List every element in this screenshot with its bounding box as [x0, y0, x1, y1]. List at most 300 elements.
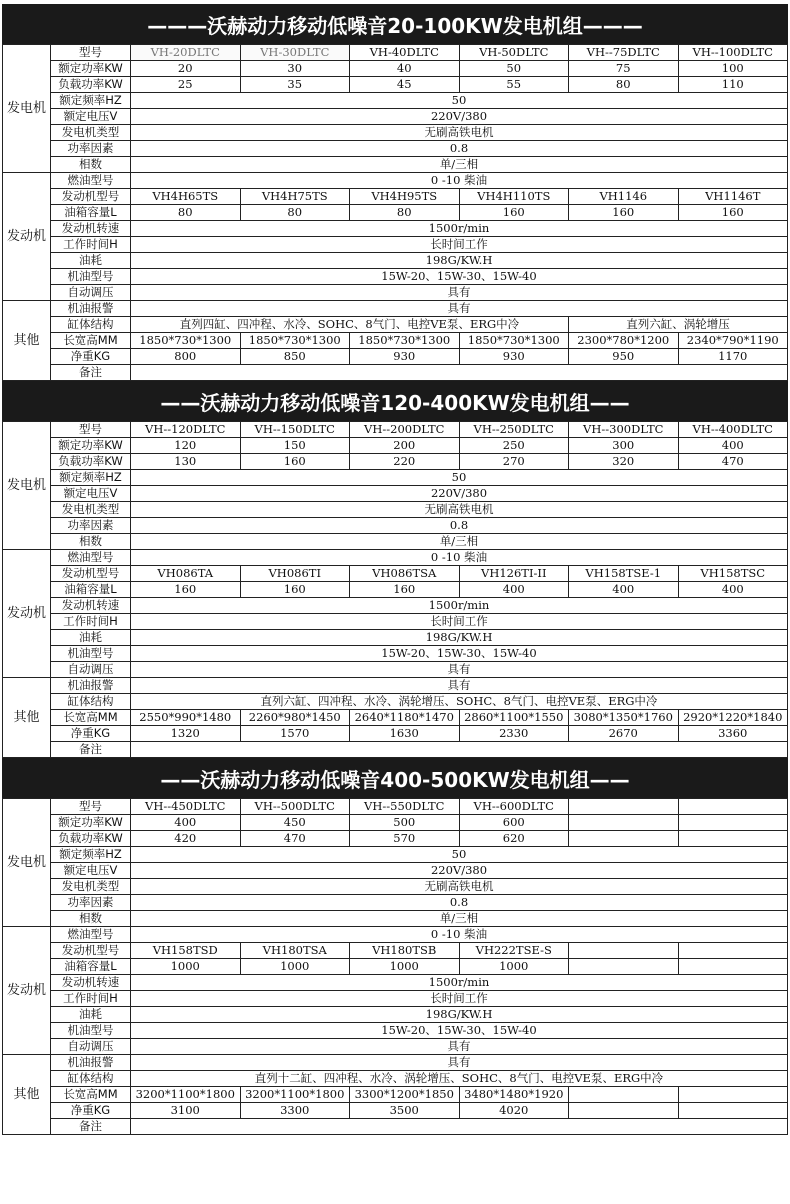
- value-cell: 600: [459, 815, 569, 831]
- value-cell: VH086TA: [131, 566, 241, 582]
- table-row: [3, 141, 788, 157]
- value-cell: 3100: [131, 1103, 241, 1119]
- table-row: [3, 285, 788, 301]
- table-row: [3, 726, 788, 742]
- value-cell: 250: [459, 438, 569, 454]
- row-label-tank: 油箱容量L: [51, 582, 131, 598]
- spec-sheet: [2, 0, 788, 1135]
- value-cell: 850: [240, 349, 350, 365]
- table-row: [3, 991, 788, 1007]
- row-label-oil: 机油型号: [51, 269, 131, 285]
- table-row: [3, 550, 788, 566]
- row-label-model: 型号: [51, 799, 131, 815]
- value-cell: [569, 959, 679, 975]
- table-row: [3, 349, 788, 365]
- value-cell: [569, 1087, 679, 1103]
- value-cell: 1500r/min: [131, 598, 788, 614]
- table-row: [3, 815, 788, 831]
- value-cell: 160: [240, 454, 350, 470]
- value-cell: 400: [131, 815, 241, 831]
- value-cell: VH086TI: [240, 566, 350, 582]
- row-label-power-factor: 功率因素: [51, 141, 131, 157]
- value-cell: 15W-20、15W-30、15W-40: [131, 646, 788, 662]
- value-cell: 130: [131, 454, 241, 470]
- table-row: [3, 598, 788, 614]
- value-cell: 75: [569, 61, 679, 77]
- value-cell: 0.8: [131, 895, 788, 911]
- table-row: [3, 253, 788, 269]
- table-row: [3, 943, 788, 959]
- model-cell: VH-40DLTC: [350, 45, 460, 61]
- table-row: [3, 205, 788, 221]
- value-cell: VH086TSA: [350, 566, 460, 582]
- value-cell: VH1146: [569, 189, 679, 205]
- value-cell: 500: [350, 815, 460, 831]
- table-row: [3, 438, 788, 454]
- model-cell: VH-30DLTC: [240, 45, 350, 61]
- model-cell: VH--300DLTC: [569, 422, 679, 438]
- table-row: [3, 1055, 788, 1071]
- row-label-weight: 净重KG: [51, 1103, 131, 1119]
- row-label-rated-power: 额定功率KW: [51, 438, 131, 454]
- table-row: [3, 566, 788, 582]
- table-row: [3, 221, 788, 237]
- group-label-generator: 发电机: [3, 799, 51, 927]
- value-cell: 80: [350, 205, 460, 221]
- value-cell: 150: [240, 438, 350, 454]
- row-label-tank: 油箱容量L: [51, 959, 131, 975]
- value-cell: 无刷高铁电机: [131, 502, 788, 518]
- row-label-note: 备注: [51, 742, 131, 758]
- value-cell: 950: [569, 349, 679, 365]
- table-row: [3, 1087, 788, 1103]
- row-label-engine-model: 发动机型号: [51, 566, 131, 582]
- value-cell: 160: [678, 205, 788, 221]
- value-cell: VH222TSE-S: [459, 943, 569, 959]
- row-label-work-time: 工作时间H: [51, 614, 131, 630]
- value-cell: 2550*990*1480: [131, 710, 241, 726]
- row-label-frequency: 额定频率HZ: [51, 847, 131, 863]
- table-row: [3, 646, 788, 662]
- value-cell: 3360: [678, 726, 788, 742]
- table-row: [3, 534, 788, 550]
- table-row: [3, 502, 788, 518]
- row-label-alarm: 机油报警: [51, 678, 131, 694]
- value-cell: 直列四缸、四冲程、水冷、SOHC、8气门、电控VE泵、ERG中冷: [131, 317, 569, 333]
- value-cell: 35: [240, 77, 350, 93]
- value-cell: 220: [350, 454, 460, 470]
- value-cell: 具有: [131, 301, 788, 317]
- value-cell: 80: [131, 205, 241, 221]
- table-row: [3, 45, 788, 61]
- value-cell: 长时间工作: [131, 614, 788, 630]
- value-cell: 3500: [350, 1103, 460, 1119]
- value-cell: 800: [131, 349, 241, 365]
- value-cell: 270: [459, 454, 569, 470]
- value-cell: 直列六缸、四冲程、水冷、涡轮增压、SOHC、8气门、电控VE泵、ERG中冷: [131, 694, 788, 710]
- group-label-generator: 发电机: [3, 45, 51, 173]
- row-label-engine-model: 发动机型号: [51, 943, 131, 959]
- value-cell: 198G/KW.H: [131, 630, 788, 646]
- value-cell: VH4H95TS: [350, 189, 460, 205]
- value-cell: 420: [131, 831, 241, 847]
- value-cell: 0.8: [131, 518, 788, 534]
- table-row: [3, 1039, 788, 1055]
- value-cell: 930: [459, 349, 569, 365]
- table-row: [3, 365, 788, 381]
- value-cell: 3300*1200*1850: [350, 1087, 460, 1103]
- model-cell: VH--600DLTC: [459, 799, 569, 815]
- table-row: [3, 847, 788, 863]
- value-cell: 570: [350, 831, 460, 847]
- row-label-structure: 缸体结构: [51, 1071, 131, 1087]
- value-cell: 单/三相: [131, 911, 788, 927]
- value-cell: 200: [350, 438, 460, 454]
- value-cell: 3300: [240, 1103, 350, 1119]
- row-label-alarm: 机油报警: [51, 1055, 131, 1071]
- row-label-consumption: 油耗: [51, 630, 131, 646]
- row-label-dimensions: 长宽高MM: [51, 710, 131, 726]
- value-cell: 40: [350, 61, 460, 77]
- model-cell: VH--500DLTC: [240, 799, 350, 815]
- row-label-fuel: 燃油型号: [51, 550, 131, 566]
- group-label-engine: 发动机: [3, 173, 51, 301]
- table-row: [3, 317, 788, 333]
- value-cell: 2340*790*1190: [678, 333, 788, 349]
- table-row: [3, 630, 788, 646]
- value-cell: [678, 1087, 788, 1103]
- value-cell: 220V/380: [131, 486, 788, 502]
- value-cell: 3200*1100*1800: [131, 1087, 241, 1103]
- value-cell: 400: [678, 582, 788, 598]
- model-cell: VH--200DLTC: [350, 422, 460, 438]
- table-row: [3, 710, 788, 726]
- spec-table: [2, 798, 788, 1135]
- table-row: [3, 614, 788, 630]
- value-cell: 45: [350, 77, 460, 93]
- row-label-note: 备注: [51, 365, 131, 381]
- model-cell: VH--100DLTC: [678, 45, 788, 61]
- row-label-load-power: 负载功率KW: [51, 831, 131, 847]
- row-label-regulation: 自动调压: [51, 662, 131, 678]
- model-cell: VH--150DLTC: [240, 422, 350, 438]
- table-row: [3, 125, 788, 141]
- value-cell: [131, 742, 788, 758]
- group-label-other: 其他: [3, 1055, 51, 1135]
- spec-table: [2, 421, 788, 758]
- table-row: [3, 1103, 788, 1119]
- value-cell: [569, 1103, 679, 1119]
- value-cell: 单/三相: [131, 534, 788, 550]
- row-label-fuel: 燃油型号: [51, 173, 131, 189]
- table-row: [3, 662, 788, 678]
- model-cell: [678, 799, 788, 815]
- table-row: [3, 237, 788, 253]
- table-row: [3, 742, 788, 758]
- row-label-model: 型号: [51, 45, 131, 61]
- model-cell: VH--250DLTC: [459, 422, 569, 438]
- value-cell: 198G/KW.H: [131, 253, 788, 269]
- model-cell: [569, 799, 679, 815]
- group-label-engine: 发动机: [3, 550, 51, 678]
- value-cell: 长时间工作: [131, 991, 788, 1007]
- row-label-work-time: 工作时间H: [51, 237, 131, 253]
- value-cell: 198G/KW.H: [131, 1007, 788, 1023]
- value-cell: 25: [131, 77, 241, 93]
- row-label-speed: 发动机转速: [51, 975, 131, 991]
- table-row: [3, 93, 788, 109]
- table-row: [3, 831, 788, 847]
- value-cell: 320: [569, 454, 679, 470]
- value-cell: 2920*1220*1840: [678, 710, 788, 726]
- value-cell: 50: [131, 847, 788, 863]
- table-row: [3, 879, 788, 895]
- value-cell: 50: [459, 61, 569, 77]
- value-cell: 具有: [131, 678, 788, 694]
- section-20-100kw: [2, 4, 788, 381]
- value-cell: 具有: [131, 662, 788, 678]
- value-cell: VH4H110TS: [459, 189, 569, 205]
- group-label-other: 其他: [3, 301, 51, 381]
- model-cell: VH--120DLTC: [131, 422, 241, 438]
- value-cell: 120: [131, 438, 241, 454]
- model-cell: VH--550DLTC: [350, 799, 460, 815]
- row-label-regulation: 自动调压: [51, 1039, 131, 1055]
- row-label-tank: 油箱容量L: [51, 205, 131, 221]
- row-label-voltage: 额定电压V: [51, 863, 131, 879]
- value-cell: 3200*1100*1800: [240, 1087, 350, 1103]
- value-cell: 2640*1180*1470: [350, 710, 460, 726]
- row-label-speed: 发动机转速: [51, 221, 131, 237]
- section-title: ——沃赫动力移动低噪音400-500KW发电机组——: [2, 758, 788, 798]
- row-label-load-power: 负载功率KW: [51, 77, 131, 93]
- row-label-rated-power: 额定功率KW: [51, 815, 131, 831]
- value-cell: 15W-20、15W-30、15W-40: [131, 269, 788, 285]
- table-row: [3, 975, 788, 991]
- value-cell: 1570: [240, 726, 350, 742]
- row-label-frequency: 额定频率HZ: [51, 470, 131, 486]
- row-label-frequency: 额定频率HZ: [51, 93, 131, 109]
- value-cell: VH180TSA: [240, 943, 350, 959]
- value-cell: VH158TSC: [678, 566, 788, 582]
- value-cell: 160: [131, 582, 241, 598]
- section-400-500kw: [2, 758, 788, 1135]
- value-cell: 2300*780*1200: [569, 333, 679, 349]
- value-cell: [678, 815, 788, 831]
- value-cell: 1000: [350, 959, 460, 975]
- value-cell: 1850*730*1300: [350, 333, 460, 349]
- value-cell: [131, 365, 788, 381]
- value-cell: 2260*980*1450: [240, 710, 350, 726]
- value-cell: 620: [459, 831, 569, 847]
- row-label-consumption: 油耗: [51, 1007, 131, 1023]
- value-cell: 1170: [678, 349, 788, 365]
- value-cell: VH4H65TS: [131, 189, 241, 205]
- table-row: [3, 470, 788, 486]
- value-cell: VH1146T: [678, 189, 788, 205]
- row-label-oil: 机油型号: [51, 1023, 131, 1039]
- row-label-model: 型号: [51, 422, 131, 438]
- table-row: [3, 694, 788, 710]
- value-cell: 470: [678, 454, 788, 470]
- value-cell: 具有: [131, 1039, 788, 1055]
- row-label-consumption: 油耗: [51, 253, 131, 269]
- row-label-fuel: 燃油型号: [51, 927, 131, 943]
- value-cell: 15W-20、15W-30、15W-40: [131, 1023, 788, 1039]
- value-cell: [678, 1103, 788, 1119]
- row-label-generator-type: 发电机类型: [51, 502, 131, 518]
- row-label-voltage: 额定电压V: [51, 486, 131, 502]
- value-cell: 具有: [131, 285, 788, 301]
- value-cell: 2330: [459, 726, 569, 742]
- table-row: [3, 486, 788, 502]
- value-cell: 30: [240, 61, 350, 77]
- row-label-rated-power: 额定功率KW: [51, 61, 131, 77]
- table-row: [3, 77, 788, 93]
- table-row: [3, 269, 788, 285]
- value-cell: 2670: [569, 726, 679, 742]
- table-row: [3, 1119, 788, 1135]
- value-cell: 400: [459, 582, 569, 598]
- value-cell: 0.8: [131, 141, 788, 157]
- table-row: [3, 895, 788, 911]
- value-cell: 3080*1350*1760: [569, 710, 679, 726]
- value-cell: [678, 943, 788, 959]
- table-row: [3, 173, 788, 189]
- table-row: [3, 1071, 788, 1087]
- row-label-weight: 净重KG: [51, 349, 131, 365]
- value-cell: 160: [569, 205, 679, 221]
- value-cell: 直列六缸、涡轮增压: [569, 317, 788, 333]
- value-cell: 470: [240, 831, 350, 847]
- value-cell: VH158TSE-1: [569, 566, 679, 582]
- model-cell: VH--400DLTC: [678, 422, 788, 438]
- model-cell: VH--75DLTC: [569, 45, 679, 61]
- value-cell: VH180TSB: [350, 943, 460, 959]
- value-cell: 400: [569, 582, 679, 598]
- value-cell: 300: [569, 438, 679, 454]
- value-cell: 0 -10 柴油: [131, 173, 788, 189]
- value-cell: 单/三相: [131, 157, 788, 173]
- row-label-phase: 相数: [51, 534, 131, 550]
- value-cell: 110: [678, 77, 788, 93]
- table-row: [3, 863, 788, 879]
- value-cell: 0 -10 柴油: [131, 550, 788, 566]
- table-row: [3, 959, 788, 975]
- value-cell: [569, 831, 679, 847]
- table-row: [3, 61, 788, 77]
- value-cell: 220V/380: [131, 863, 788, 879]
- group-label-generator: 发电机: [3, 422, 51, 550]
- row-label-phase: 相数: [51, 911, 131, 927]
- section-title: ——沃赫动力移动低噪音120-400KW发电机组——: [2, 381, 788, 421]
- table-row: [3, 454, 788, 470]
- value-cell: 55: [459, 77, 569, 93]
- value-cell: 3480*1480*1920: [459, 1087, 569, 1103]
- spec-table: [2, 44, 788, 381]
- value-cell: 1500r/min: [131, 221, 788, 237]
- value-cell: 4020: [459, 1103, 569, 1119]
- value-cell: 100: [678, 61, 788, 77]
- section-title: ———沃赫动力移动低噪音20-100KW发电机组———: [2, 4, 788, 44]
- row-label-power-factor: 功率因素: [51, 895, 131, 911]
- row-label-phase: 相数: [51, 157, 131, 173]
- value-cell: 450: [240, 815, 350, 831]
- value-cell: 1630: [350, 726, 460, 742]
- value-cell: 1850*730*1300: [131, 333, 241, 349]
- value-cell: VH4H75TS: [240, 189, 350, 205]
- value-cell: 具有: [131, 1055, 788, 1071]
- value-cell: 80: [569, 77, 679, 93]
- row-label-voltage: 额定电压V: [51, 109, 131, 125]
- table-row: [3, 333, 788, 349]
- value-cell: 50: [131, 470, 788, 486]
- table-row: [3, 911, 788, 927]
- row-label-structure: 缸体结构: [51, 317, 131, 333]
- table-row: [3, 109, 788, 125]
- row-label-dimensions: 长宽高MM: [51, 1087, 131, 1103]
- value-cell: 1500r/min: [131, 975, 788, 991]
- row-label-weight: 净重KG: [51, 726, 131, 742]
- value-cell: 1000: [459, 959, 569, 975]
- row-label-oil: 机油型号: [51, 646, 131, 662]
- row-label-structure: 缸体结构: [51, 694, 131, 710]
- value-cell: 1850*730*1300: [459, 333, 569, 349]
- value-cell: 2860*1100*1550: [459, 710, 569, 726]
- table-row: [3, 1007, 788, 1023]
- value-cell: VH126TI-II: [459, 566, 569, 582]
- value-cell: 1000: [131, 959, 241, 975]
- row-label-generator-type: 发电机类型: [51, 125, 131, 141]
- row-label-engine-model: 发动机型号: [51, 189, 131, 205]
- table-row: [3, 1023, 788, 1039]
- table-row: [3, 678, 788, 694]
- row-label-alarm: 机油报警: [51, 301, 131, 317]
- value-cell: 1850*730*1300: [240, 333, 350, 349]
- value-cell: VH158TSD: [131, 943, 241, 959]
- table-row: [3, 927, 788, 943]
- value-cell: [569, 815, 679, 831]
- model-cell: VH--450DLTC: [131, 799, 241, 815]
- table-row: [3, 582, 788, 598]
- row-label-speed: 发动机转速: [51, 598, 131, 614]
- table-row: [3, 799, 788, 815]
- value-cell: 160: [350, 582, 460, 598]
- model-cell: VH-50DLTC: [459, 45, 569, 61]
- value-cell: 160: [240, 582, 350, 598]
- value-cell: 160: [459, 205, 569, 221]
- group-label-other: 其他: [3, 678, 51, 758]
- value-cell: 220V/380: [131, 109, 788, 125]
- row-label-regulation: 自动调压: [51, 285, 131, 301]
- value-cell: [569, 943, 679, 959]
- model-cell: VH-20DLTC: [131, 45, 241, 61]
- value-cell: 930: [350, 349, 460, 365]
- value-cell: 无刷高铁电机: [131, 879, 788, 895]
- value-cell: 0 -10 柴油: [131, 927, 788, 943]
- value-cell: 20: [131, 61, 241, 77]
- value-cell: [678, 831, 788, 847]
- table-row: [3, 518, 788, 534]
- value-cell: 1000: [240, 959, 350, 975]
- value-cell: [131, 1119, 788, 1135]
- value-cell: 长时间工作: [131, 237, 788, 253]
- value-cell: 400: [678, 438, 788, 454]
- row-label-note: 备注: [51, 1119, 131, 1135]
- table-row: [3, 301, 788, 317]
- value-cell: [678, 959, 788, 975]
- group-label-engine: 发动机: [3, 927, 51, 1055]
